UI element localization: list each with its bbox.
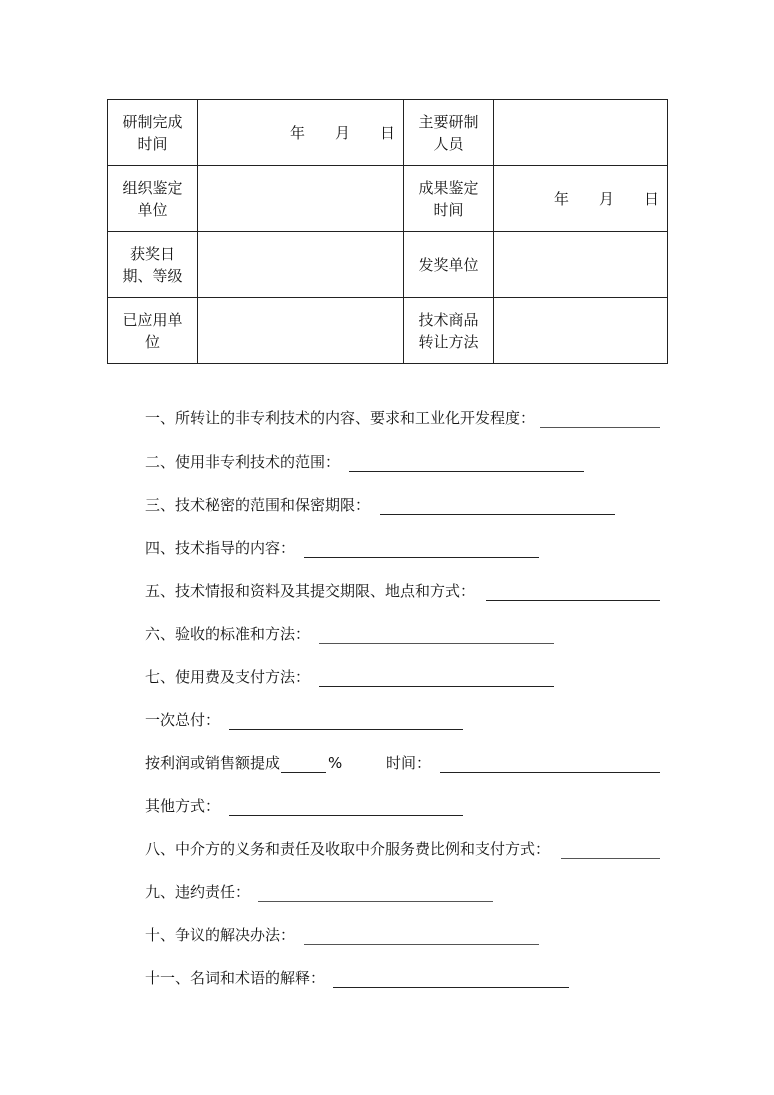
- applied-units-field[interactable]: [198, 298, 404, 364]
- clause-2-text: 二、使用非专利技术的范围：: [145, 453, 341, 471]
- clause-2-blank[interactable]: [349, 471, 584, 472]
- label-cell: [404, 100, 494, 166]
- label-cell: [108, 232, 198, 298]
- year-label: 年: [553, 189, 569, 208]
- label-cell: [404, 298, 494, 364]
- label-cell: [404, 166, 494, 232]
- clause-7-blank[interactable]: [319, 686, 554, 687]
- month-label: 月: [598, 189, 614, 208]
- appraisal-date-field[interactable]: [494, 166, 668, 232]
- clause-6-blank[interactable]: [319, 643, 554, 644]
- label-applied-units: 已应用单位: [122, 310, 183, 351]
- month-label: 月: [334, 123, 350, 142]
- transfer-method-field[interactable]: [494, 298, 668, 364]
- royalty-time-blank[interactable]: [440, 772, 660, 773]
- clause-11-text: 十一、名词和术语的解释：: [145, 969, 326, 987]
- clause-1-text: 一、所转让的非专利技术的内容、要求和工业化开发程度：: [145, 409, 536, 427]
- day-label: 日: [643, 189, 659, 208]
- label-appraisal-org: 组织鉴定单位: [122, 178, 183, 219]
- clause-9-blank[interactable]: [258, 901, 493, 902]
- other-method-blank[interactable]: [229, 815, 463, 816]
- label-transfer-method: 技术商品转让方法: [418, 310, 479, 351]
- clause-3-blank[interactable]: [380, 514, 615, 515]
- royalty-label: 按利润或销售额提成: [145, 754, 281, 772]
- clause-7-text: 七、使用费及支付方法：: [145, 668, 311, 686]
- award-date-field[interactable]: [198, 232, 404, 298]
- table-row: [108, 232, 668, 298]
- clause-5-blank[interactable]: [486, 600, 660, 601]
- year-label: 年: [289, 123, 305, 142]
- clause-4-blank[interactable]: [304, 557, 539, 558]
- clause-1-blank[interactable]: [540, 427, 660, 428]
- label-award-date-level: 获奖日期、等级: [122, 244, 183, 285]
- lump-sum-blank[interactable]: [229, 729, 463, 730]
- label-cell: [108, 166, 198, 232]
- lump-sum-label: 一次总付：: [145, 711, 221, 729]
- label-main-developers: 主要研制人员: [418, 112, 479, 153]
- clause-4-text: 四、技术指导的内容：: [145, 539, 296, 557]
- clause-11-blank[interactable]: [333, 987, 569, 988]
- appraisal-org-field[interactable]: [198, 166, 404, 232]
- date-placeholder: [494, 188, 667, 210]
- label-cell: [108, 100, 198, 166]
- main-developers-field[interactable]: [494, 100, 668, 166]
- percent-sign: %: [328, 754, 343, 772]
- project-info-table: [107, 99, 668, 364]
- date-placeholder: [198, 122, 403, 144]
- clause-10-text: 十、争议的解决办法：: [145, 926, 296, 944]
- clause-10-blank[interactable]: [304, 944, 539, 945]
- clause-8-text: 八、中介方的义务和责任及收取中介服务费比例和支付方式：: [145, 840, 551, 858]
- clause-5-text: 五、技术情报和资料及其提交期限、地点和方式：: [145, 582, 476, 600]
- award-org-field[interactable]: [494, 232, 668, 298]
- label-cell: [108, 298, 198, 364]
- royalty-percent-blank[interactable]: [281, 772, 326, 773]
- completion-date-field[interactable]: [198, 100, 404, 166]
- clause-9-text: 九、违约责任：: [145, 883, 251, 901]
- day-label: 日: [379, 123, 395, 142]
- table-row: [108, 166, 668, 232]
- label-award-org: 发奖单位: [418, 255, 479, 274]
- table-row: [108, 298, 668, 364]
- royalty-time-label: 时间：: [386, 754, 432, 772]
- table-row: [108, 100, 668, 166]
- other-method-label: 其他方式：: [145, 797, 221, 815]
- clause-3-text: 三、技术秘密的范围和保密期限：: [145, 496, 371, 514]
- label-cell: [404, 232, 494, 298]
- label-appraisal-time: 成果鉴定时间: [418, 178, 479, 219]
- clause-8-blank[interactable]: [561, 858, 660, 859]
- clause-6-text: 六、验收的标准和方法：: [145, 625, 311, 643]
- label-completion-time: 研制完成时间: [122, 112, 183, 153]
